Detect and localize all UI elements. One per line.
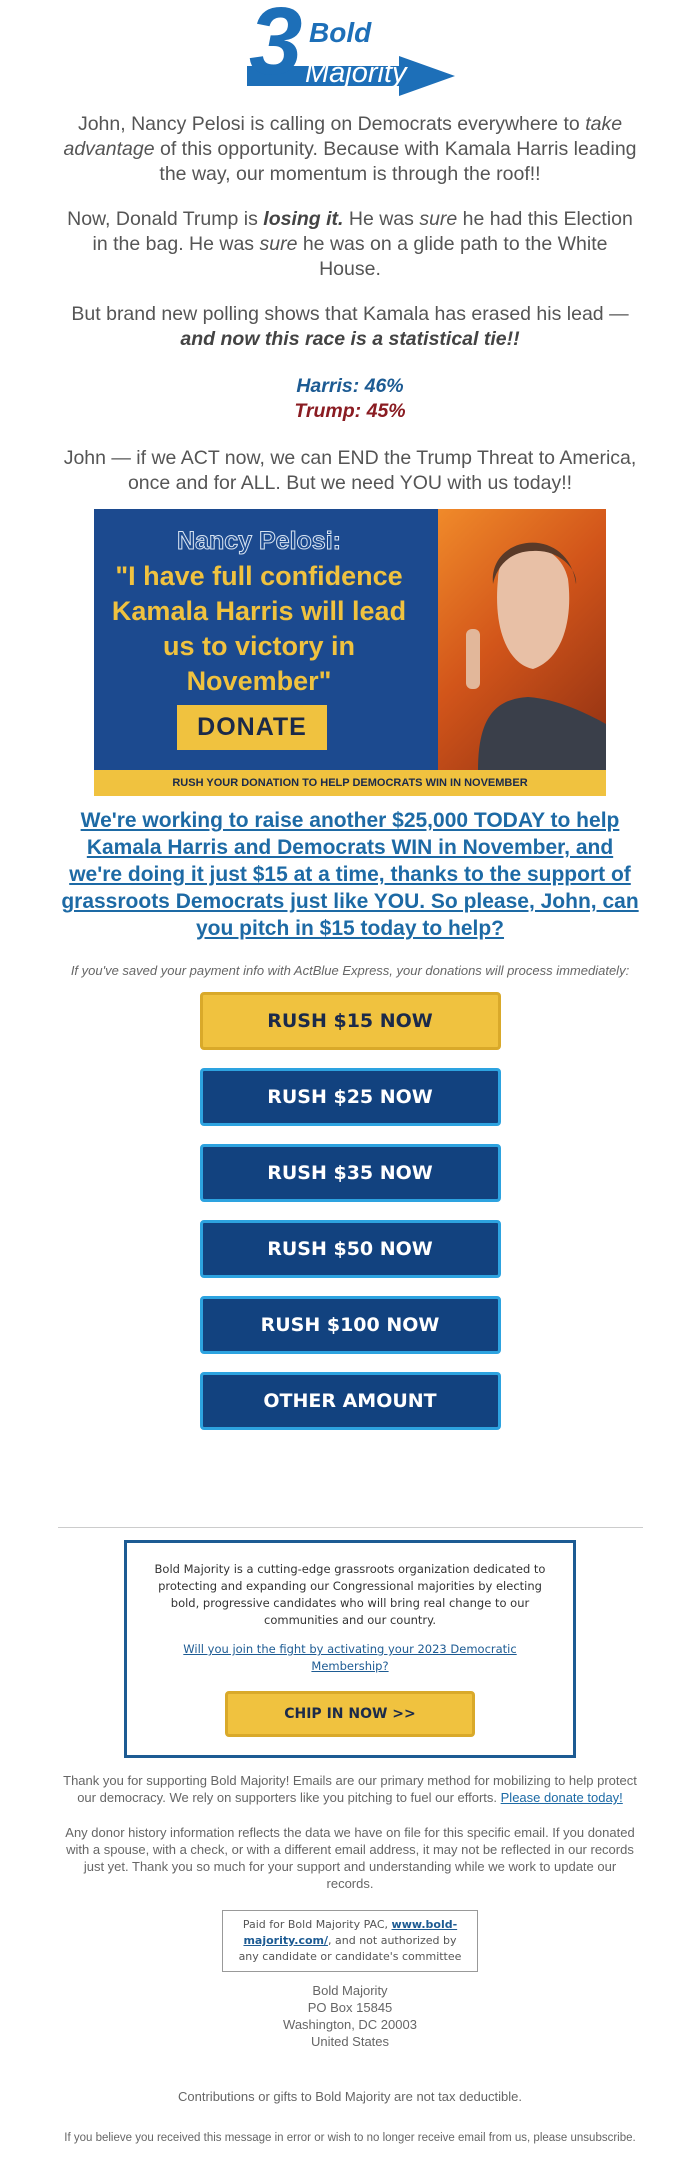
- tax-disclaimer: Contributions or gifts to Bold Majority are not tax deductible.: [178, 2089, 522, 2104]
- actblue-note: If you've saved your payment info with ActBlue Express, your donations will process immediately:: [70, 963, 630, 978]
- rush-35-button[interactable]: RUSH $35 NOW: [200, 1144, 501, 1202]
- rush-100-button[interactable]: RUSH $100 NOW: [200, 1296, 501, 1354]
- website-link[interactable]: www.bold-majority.com/: [243, 1918, 458, 1947]
- banner-strip: RUSH YOUR DONATION TO HELP DEMOCRATS WIN IN NOVEMBER: [94, 770, 606, 796]
- footer: [60, 1772, 640, 2146]
- footer-donor-history: Any donor history information reflects the data we have on file for this specific email. If you donated with a spouse, with a check, or with a different email address, it may not be reflected in our records just yet. Thank you so much for your support and understanding while we work to update our records.: [65, 1825, 635, 1891]
- poll-results: [60, 374, 640, 424]
- other-amount-button[interactable]: OTHER AMOUNT: [200, 1372, 501, 1430]
- logo-word-majority: Majority: [305, 57, 407, 89]
- footer-thanks: Thank you for supporting Bold Majority! Emails are our primary method for mobilizing to help protect our democracy. We rely on supporters like you pitching to fuel our efforts. Please donate today!: [63, 1773, 637, 1805]
- divider: [58, 1527, 643, 1528]
- unsubscribe-note[interactable]: If you believe you received this message in error or wish to no longer receive email from us, please unsubscribe.: [64, 2132, 636, 2144]
- intro-paragraph-3: But brand new polling shows that Kamala has erased his lead — and now this race is a statistical tie!!: [71, 303, 629, 350]
- poll-trump: Trump: 45%: [294, 400, 406, 422]
- chip-in-button[interactable]: CHIP IN NOW >>: [225, 1691, 475, 1737]
- poll-harris: Harris: 46%: [296, 375, 404, 397]
- donation-appeal-link[interactable]: We're working to raise another $25,000 TODAY to help Kamala Harris and Democrats WIN in November, and we're doing it just $15 at a time, thanks to the support of grassroots Democrats just like YOU. So please, John, can you pitch in $15 today to help?: [61, 809, 639, 940]
- donate-today-link[interactable]: Please donate today!: [500, 1790, 623, 1805]
- pelosi-photo: [438, 509, 606, 770]
- paid-for-disclaimer: Paid for Bold Majority PAC, www.bold-majority.com/, and not authorized by any candidate or candidate's committee: [222, 1910, 478, 1972]
- mailing-address: Bold Majority PO Box 15845 Washington, DC 20003 United States: [283, 1983, 417, 2049]
- banner-donate-button[interactable]: DONATE: [177, 705, 327, 750]
- intro-paragraph-1: John, Nancy Pelosi is calling on Democrats everywhere to take advantage of this opportunity. Because with Kamala Harris leading the way, our momentum is through the roof!!: [63, 113, 637, 185]
- email-body: [60, 4, 640, 1430]
- bold-majority-logo[interactable]: [243, 4, 457, 102]
- membership-link[interactable]: Will you join the fight by activating your 2023 Democratic Membership?: [183, 1642, 517, 1673]
- banner-speaker: Nancy Pelosi:: [177, 527, 341, 555]
- banner-quote: "I have full confidence Kamala Harris will lead us to victory in November": [111, 561, 407, 696]
- logo-mark: 3: [249, 4, 303, 95]
- intro-paragraph-2: Now, Donald Trump is losing it. He was sure he had this Election in the bag. He was sure he was on a glide path to the White House.: [67, 208, 633, 280]
- rush-50-button[interactable]: RUSH $50 NOW: [200, 1220, 501, 1278]
- pelosi-banner[interactable]: [94, 509, 606, 796]
- logo-word-bold: Bold: [309, 17, 372, 48]
- rush-15-button[interactable]: RUSH $15 NOW: [200, 992, 501, 1050]
- rush-25-button[interactable]: RUSH $25 NOW: [200, 1068, 501, 1126]
- about-box: [124, 1540, 576, 1758]
- portrait-icon: [438, 509, 606, 770]
- call-to-action-paragraph: John — if we ACT now, we can END the Trump Threat to America, once and for ALL. But we need YOU with us today!!: [63, 447, 637, 494]
- about-text: Bold Majority is a cutting-edge grassroots organization dedicated to protecting and expanding our Congressional majorities by electing bold, progressive candidates who will bring real change to our communities and our country.: [154, 1562, 546, 1627]
- donation-buttons: [60, 992, 640, 1430]
